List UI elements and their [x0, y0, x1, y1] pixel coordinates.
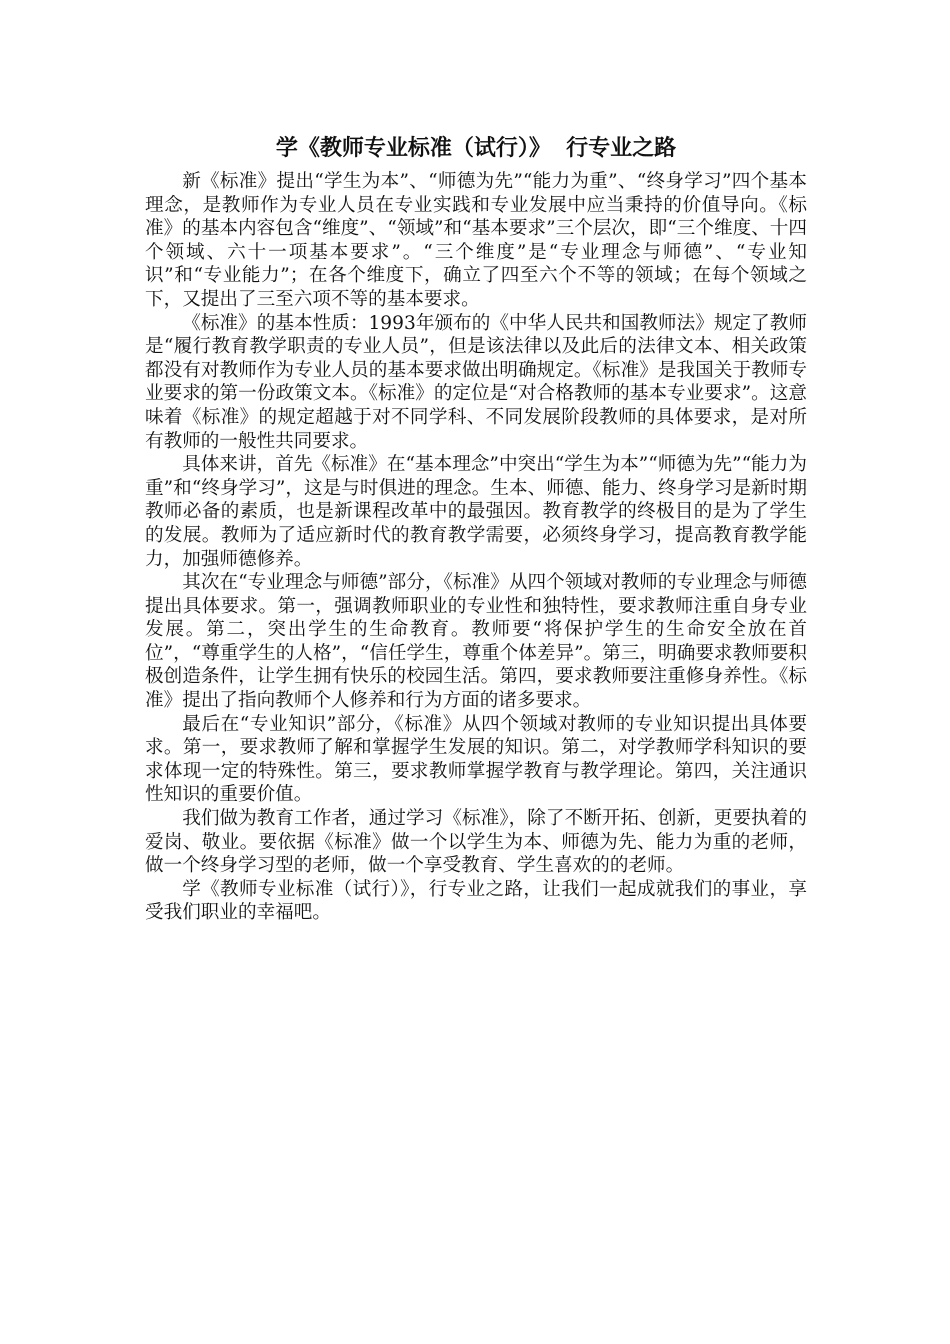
paragraph-specifics: 具体来讲，首先《标准》在“基本理念”中突出“学生为本”“师德为先”“能力为重”和“终身学习”，这是与时俱进的理念。生本、师德、能力、终身学习是新时期教师必备的素质，也是新课程改革中的最强因。教育教学的终极目的是为了学生的发展。教师为了适应新时代的教育教学需要，必须终身学习，提高教育教学能力，加强师德修养。 [145, 454, 807, 570]
paragraph-closing: 学《教师专业标准（试行）》，行专业之路，让我们一起成就我们的事业，享受我们职业的幸福吧。 [145, 878, 807, 924]
document-page [145, 130, 807, 925]
document-title: 学《教师专业标准（试行）》 行专业之路 [275, 136, 677, 161]
paragraph-basic-concepts: 新《标准》提出“学生为本”、“师德为先”“能力为重”、“终身学习”四个基本理念，是教师作为专业人员在专业实践和专业发展中应当秉持的价值导向。《标准》的基本内容包含“维度”、“领域”和“基本要求”三个层次，即“三个维度、十四个领域、六十一项基本要求”。“三个维度”是“专业理念与师德”、“专业知识”和“专业能力”；在各个维度下，确立了四至六个不等的领域；在每个领域之下，又提出了三至六项不等的基本要求。 [145, 171, 807, 310]
paragraph-ethics: 其次在“专业理念与师德”部分，《标准》从四个领域对教师的专业理念与师德提出具体要求。第一，强调教师职业的专业性和独特性，要求教师注重自身专业发展。第二，突出学生的生命教育。教师要“将保护学生的生命安全放在首位”，“尊重学生的人格”，“信任学生，尊重个体差异”。第三，明确要求教师要积极创造条件，让学生拥有快乐的校园生活。第四，要求教师要注重修身养性。《标准》提出了指向教师个人修养和行为方面的诸多要求。 [145, 572, 807, 712]
paragraph-educators: 我们做为教育工作者，通过学习《标准》，除了不断开拓、创新，更要执着的爱岗、敬业。要依据《标准》做一个以学生为本、师德为先、能力为重的老师，做一个终身学习型的老师，做一个享受教育、学生喜欢的的老师。 [145, 808, 807, 877]
paragraph-basic-nature: 《标准》的基本性质：1993年颁布的《中华人民共和国教师法》规定了教师是“履行教育教学职责的专业人员”，但是该法律以及此后的法律文本、相关政策都没有对教师作为专业人员的基本要求做出明确规定。《标准》是我国关于教师专业要求的第一份政策文本。《标准》的定位是“对合格教师的基本专业要求”。这意味着《标准》的规定超越于对不同学科、不同发展阶段教师的具体要求，是对所有教师的一般性共同要求。 [145, 312, 807, 452]
paragraph-knowledge: 最后在“专业知识”部分，《标准》从四个领域对教师的专业知识提出具体要求。第一，要求教师了解和掌握学生发展的知识。第二，对学教师学科知识的要求体现一定的特殊性。第三，要求教师掌握学教育与教学理论。第四，关注通识性知识的重要价值。 [145, 713, 807, 806]
